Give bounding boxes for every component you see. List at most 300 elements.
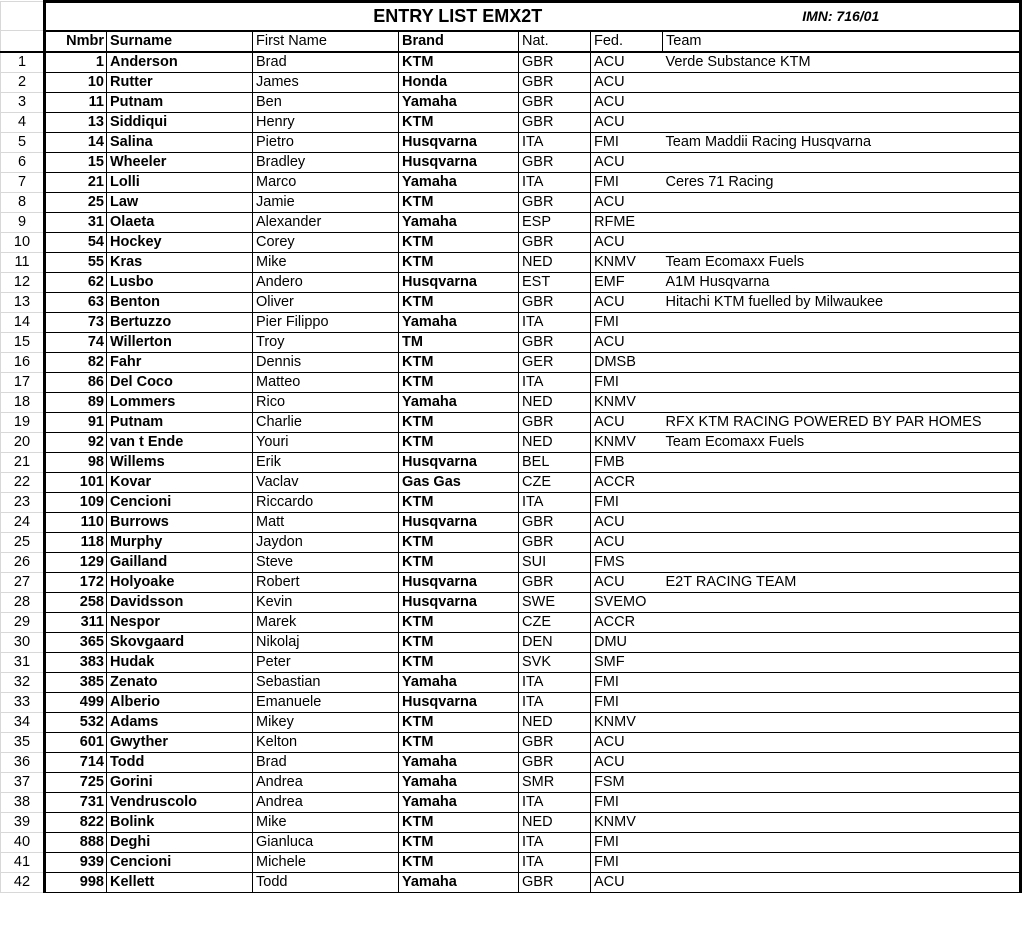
rider-team [663, 92, 1021, 112]
rider-nationality: GBR [519, 412, 591, 432]
rider-surname: Gorini [107, 772, 253, 792]
rider-first-name: Rico [253, 392, 399, 412]
row-index: 8 [1, 192, 45, 212]
rider-nationality: ITA [519, 792, 591, 812]
rider-number: 74 [45, 332, 107, 352]
rider-federation: KNMV [591, 432, 663, 452]
rider-first-name: Dennis [253, 352, 399, 372]
rider-brand: KTM [399, 852, 519, 872]
row-index-blank [1, 31, 45, 52]
rider-brand: Husqvarna [399, 132, 519, 152]
rider-surname: Willems [107, 452, 253, 472]
rider-first-name: Gianluca [253, 832, 399, 852]
row-index: 24 [1, 512, 45, 532]
rider-nationality: ESP [519, 212, 591, 232]
rider-nationality: GBR [519, 872, 591, 892]
rider-first-name: Oliver [253, 292, 399, 312]
rider-nationality: GBR [519, 512, 591, 532]
row-index: 9 [1, 212, 45, 232]
rider-brand: KTM [399, 532, 519, 552]
table-row [1, 452, 1021, 472]
rider-surname: Todd [107, 752, 253, 772]
rider-surname: Zenato [107, 672, 253, 692]
rider-federation: ACU [591, 92, 663, 112]
rider-team: RFX KTM RACING POWERED BY PAR HOMES [663, 412, 1021, 432]
rider-nationality: NED [519, 712, 591, 732]
row-index: 42 [1, 872, 45, 892]
rider-brand: Husqvarna [399, 452, 519, 472]
rider-federation: ACU [591, 232, 663, 252]
rider-brand: Yamaha [399, 792, 519, 812]
rider-team: A1M Husqvarna [663, 272, 1021, 292]
table-row [1, 532, 1021, 552]
rider-federation: FMI [591, 372, 663, 392]
rider-number: 63 [45, 292, 107, 312]
table-row [1, 492, 1021, 512]
rider-number: 888 [45, 832, 107, 852]
rider-federation: ACU [591, 872, 663, 892]
rider-number: 311 [45, 612, 107, 632]
table-row [1, 132, 1021, 152]
rider-brand: KTM [399, 632, 519, 652]
rider-team [663, 772, 1021, 792]
rider-number: 998 [45, 872, 107, 892]
rider-federation: SVEMO [591, 592, 663, 612]
rider-nationality: NED [519, 392, 591, 412]
rider-first-name: Robert [253, 572, 399, 592]
rider-brand: KTM [399, 492, 519, 512]
row-index: 40 [1, 832, 45, 852]
rider-federation: FSM [591, 772, 663, 792]
rider-brand: Yamaha [399, 672, 519, 692]
table-row [1, 172, 1021, 192]
rider-first-name: Andrea [253, 792, 399, 812]
column-header-brand: Brand [399, 31, 519, 52]
rider-first-name: Corey [253, 232, 399, 252]
row-index: 31 [1, 652, 45, 672]
rider-first-name: Alexander [253, 212, 399, 232]
rider-brand: Yamaha [399, 172, 519, 192]
rider-brand: Yamaha [399, 92, 519, 112]
rider-brand: KTM [399, 52, 519, 73]
rider-first-name: Marco [253, 172, 399, 192]
rider-nationality: ITA [519, 832, 591, 852]
rider-surname: Anderson [107, 52, 253, 73]
rider-nationality: BEL [519, 452, 591, 472]
rider-surname: Rutter [107, 72, 253, 92]
rider-first-name: Brad [253, 752, 399, 772]
rider-federation: EMF [591, 272, 663, 292]
rider-federation: ACU [591, 412, 663, 432]
rider-team [663, 332, 1021, 352]
rider-brand: KTM [399, 192, 519, 212]
rider-nationality: NED [519, 432, 591, 452]
rider-team [663, 372, 1021, 392]
rider-surname: Nespor [107, 612, 253, 632]
rider-team [663, 652, 1021, 672]
row-index: 11 [1, 252, 45, 272]
row-index: 6 [1, 152, 45, 172]
row-index: 29 [1, 612, 45, 632]
rider-federation: FMI [591, 672, 663, 692]
rider-surname: Bertuzzo [107, 312, 253, 332]
rider-surname: Hudak [107, 652, 253, 672]
row-index: 27 [1, 572, 45, 592]
rider-brand: Yamaha [399, 872, 519, 892]
rider-brand: Husqvarna [399, 692, 519, 712]
rider-surname: Wheeler [107, 152, 253, 172]
rider-surname: Kellett [107, 872, 253, 892]
row-index: 10 [1, 232, 45, 252]
rider-team [663, 192, 1021, 212]
rider-surname: Hockey [107, 232, 253, 252]
rider-nationality: GBR [519, 572, 591, 592]
table-row [1, 732, 1021, 752]
rider-nationality: ITA [519, 172, 591, 192]
table-row [1, 572, 1021, 592]
rider-surname: Putnam [107, 412, 253, 432]
row-index: 25 [1, 532, 45, 552]
rider-first-name: Troy [253, 332, 399, 352]
rider-nationality: NED [519, 812, 591, 832]
rider-nationality: GBR [519, 72, 591, 92]
rider-first-name: Brad [253, 52, 399, 73]
rider-federation: FMI [591, 172, 663, 192]
rider-nationality: CZE [519, 612, 591, 632]
row-index: 16 [1, 352, 45, 372]
rider-number: 89 [45, 392, 107, 412]
table-row [1, 312, 1021, 332]
rider-federation: ACU [591, 572, 663, 592]
rider-federation: FMS [591, 552, 663, 572]
rider-number: 55 [45, 252, 107, 272]
rider-surname: Davidsson [107, 592, 253, 612]
row-index: 36 [1, 752, 45, 772]
rider-surname: Lommers [107, 392, 253, 412]
rider-first-name: Andero [253, 272, 399, 292]
rider-brand: KTM [399, 352, 519, 372]
row-index: 15 [1, 332, 45, 352]
rider-nationality: SMR [519, 772, 591, 792]
rider-number: 939 [45, 852, 107, 872]
row-index: 32 [1, 672, 45, 692]
rider-brand: KTM [399, 232, 519, 252]
rider-team: E2T RACING TEAM [663, 572, 1021, 592]
rider-first-name: Youri [253, 432, 399, 452]
rider-surname: Willerton [107, 332, 253, 352]
rider-brand: Gas Gas [399, 472, 519, 492]
rider-team [663, 632, 1021, 652]
table-row [1, 332, 1021, 352]
rider-team: Team Ecomaxx Fuels [663, 432, 1021, 452]
rider-federation: ACCR [591, 612, 663, 632]
rider-brand: Honda [399, 72, 519, 92]
rider-surname: Burrows [107, 512, 253, 532]
rider-federation: ACU [591, 112, 663, 132]
rider-team [663, 72, 1021, 92]
table-row [1, 792, 1021, 812]
rider-surname: Del Coco [107, 372, 253, 392]
table-row [1, 152, 1021, 172]
rider-brand: KTM [399, 832, 519, 852]
rider-team [663, 872, 1021, 892]
rider-team [663, 832, 1021, 852]
rider-nationality: GBR [519, 732, 591, 752]
rider-number: 91 [45, 412, 107, 432]
rider-brand: KTM [399, 812, 519, 832]
rider-surname: Olaeta [107, 212, 253, 232]
rider-federation: KNMV [591, 712, 663, 732]
rider-first-name: Mikey [253, 712, 399, 732]
rider-number: 10 [45, 72, 107, 92]
rider-number: 385 [45, 672, 107, 692]
rider-team [663, 852, 1021, 872]
column-header-team: Team [663, 31, 1021, 52]
rider-number: 258 [45, 592, 107, 612]
rider-federation: KNMV [591, 392, 663, 412]
table-row [1, 672, 1021, 692]
rider-federation: KNMV [591, 812, 663, 832]
row-index: 14 [1, 312, 45, 332]
rider-number: 601 [45, 732, 107, 752]
rider-surname: Benton [107, 292, 253, 312]
rider-first-name: Vaclav [253, 472, 399, 492]
rider-surname: Law [107, 192, 253, 212]
rider-federation: ACU [591, 532, 663, 552]
rider-team [663, 232, 1021, 252]
table-row [1, 592, 1021, 612]
rider-surname: Alberio [107, 692, 253, 712]
row-index: 3 [1, 92, 45, 112]
rider-surname: Kras [107, 252, 253, 272]
table-row [1, 712, 1021, 732]
row-index: 7 [1, 172, 45, 192]
rider-team [663, 532, 1021, 552]
rider-first-name: Jaydon [253, 532, 399, 552]
row-index: 41 [1, 852, 45, 872]
row-index: 5 [1, 132, 45, 152]
rider-team: Team Maddii Racing Husqvarna [663, 132, 1021, 152]
table-row [1, 552, 1021, 572]
rider-number: 499 [45, 692, 107, 712]
row-index: 22 [1, 472, 45, 492]
rider-surname: Siddiqui [107, 112, 253, 132]
rider-number: 31 [45, 212, 107, 232]
rider-surname: Murphy [107, 532, 253, 552]
rider-nationality: GBR [519, 532, 591, 552]
rider-first-name: Nikolaj [253, 632, 399, 652]
row-index: 34 [1, 712, 45, 732]
rider-surname: Lolli [107, 172, 253, 192]
rider-first-name: Todd [253, 872, 399, 892]
rider-brand: KTM [399, 652, 519, 672]
rider-number: 54 [45, 232, 107, 252]
rider-federation: FMI [591, 852, 663, 872]
rider-team [663, 612, 1021, 632]
rider-federation: FMB [591, 452, 663, 472]
rider-team [663, 312, 1021, 332]
rider-number: 129 [45, 552, 107, 572]
rider-team: Team Ecomaxx Fuels [663, 252, 1021, 272]
rider-first-name: Kevin [253, 592, 399, 612]
rider-nationality: ITA [519, 672, 591, 692]
rider-nationality: ITA [519, 492, 591, 512]
rider-federation: SMF [591, 652, 663, 672]
rider-first-name: James [253, 72, 399, 92]
row-index: 23 [1, 492, 45, 512]
table-row [1, 692, 1021, 712]
rider-surname: Lusbo [107, 272, 253, 292]
rider-team [663, 512, 1021, 532]
table-row [1, 352, 1021, 372]
rider-first-name: Erik [253, 452, 399, 472]
table-row [1, 392, 1021, 412]
rider-federation: FMI [591, 792, 663, 812]
rider-number: 15 [45, 152, 107, 172]
rider-federation: DMU [591, 632, 663, 652]
rider-surname: Bolink [107, 812, 253, 832]
rider-nationality: GBR [519, 52, 591, 73]
rider-brand: KTM [399, 432, 519, 452]
table-row [1, 272, 1021, 292]
rider-brand: KTM [399, 412, 519, 432]
rider-team: Ceres 71 Racing [663, 172, 1021, 192]
rider-nationality: ITA [519, 372, 591, 392]
rider-brand: Husqvarna [399, 272, 519, 292]
row-index: 37 [1, 772, 45, 792]
rider-nationality: GBR [519, 152, 591, 172]
row-index: 17 [1, 372, 45, 392]
rider-first-name: Mike [253, 812, 399, 832]
rider-nationality: DEN [519, 632, 591, 652]
row-index: 4 [1, 112, 45, 132]
table-row [1, 772, 1021, 792]
rider-first-name: Andrea [253, 772, 399, 792]
rider-number: 725 [45, 772, 107, 792]
rider-surname: Gwyther [107, 732, 253, 752]
table-row [1, 212, 1021, 232]
table-row [1, 232, 1021, 252]
table-row [1, 52, 1021, 73]
header-row [1, 31, 1021, 52]
table-row [1, 192, 1021, 212]
rider-team [663, 712, 1021, 732]
rider-number: 101 [45, 472, 107, 492]
rider-federation: FMI [591, 132, 663, 152]
rider-team [663, 112, 1021, 132]
rider-number: 172 [45, 572, 107, 592]
rider-federation: RFME [591, 212, 663, 232]
rider-team [663, 752, 1021, 772]
table-row [1, 432, 1021, 452]
rider-team [663, 792, 1021, 812]
rider-surname: Skovgaard [107, 632, 253, 652]
column-header-nmbr: Nmbr [45, 31, 107, 52]
rider-federation: FMI [591, 832, 663, 852]
rider-nationality: EST [519, 272, 591, 292]
table-row [1, 472, 1021, 492]
rider-first-name: Peter [253, 652, 399, 672]
rider-nationality: GER [519, 352, 591, 372]
rider-brand: TM [399, 332, 519, 352]
title-row [1, 2, 1021, 31]
rider-number: 82 [45, 352, 107, 372]
table-row [1, 612, 1021, 632]
row-index: 20 [1, 432, 45, 452]
rider-team [663, 472, 1021, 492]
rider-number: 21 [45, 172, 107, 192]
rider-nationality: GBR [519, 292, 591, 312]
rider-federation: ACU [591, 72, 663, 92]
rider-number: 714 [45, 752, 107, 772]
table-row [1, 412, 1021, 432]
table-row [1, 872, 1021, 892]
rider-first-name: Sebastian [253, 672, 399, 692]
row-index: 18 [1, 392, 45, 412]
rider-first-name: Marek [253, 612, 399, 632]
rider-brand: Husqvarna [399, 512, 519, 532]
rider-team [663, 452, 1021, 472]
rider-surname: Fahr [107, 352, 253, 372]
rider-surname: Gailland [107, 552, 253, 572]
row-index: 33 [1, 692, 45, 712]
rider-number: 14 [45, 132, 107, 152]
row-index: 28 [1, 592, 45, 612]
rider-federation: FMI [591, 312, 663, 332]
rider-number: 109 [45, 492, 107, 512]
rider-number: 11 [45, 92, 107, 112]
rider-team [663, 212, 1021, 232]
rider-brand: Yamaha [399, 772, 519, 792]
rider-brand: KTM [399, 372, 519, 392]
rider-nationality: SVK [519, 652, 591, 672]
rider-brand: Husqvarna [399, 572, 519, 592]
rider-first-name: Ben [253, 92, 399, 112]
rider-first-name: Pier Filippo [253, 312, 399, 332]
table-row [1, 752, 1021, 772]
rider-team [663, 152, 1021, 172]
rider-first-name: Mike [253, 252, 399, 272]
rider-first-name: Bradley [253, 152, 399, 172]
rider-federation: ACU [591, 292, 663, 312]
rider-nationality: GBR [519, 112, 591, 132]
rider-surname: Cencioni [107, 852, 253, 872]
rider-nationality: SUI [519, 552, 591, 572]
table-row [1, 72, 1021, 92]
table-row [1, 112, 1021, 132]
rider-brand: Husqvarna [399, 152, 519, 172]
row-index: 39 [1, 812, 45, 832]
rider-team [663, 392, 1021, 412]
rider-federation: ACU [591, 752, 663, 772]
rider-first-name: Riccardo [253, 492, 399, 512]
rider-federation: ACU [591, 192, 663, 212]
column-header-first-name: First Name [253, 31, 399, 52]
table-row [1, 92, 1021, 112]
rider-number: 73 [45, 312, 107, 332]
rider-number: 1 [45, 52, 107, 73]
rider-first-name: Steve [253, 552, 399, 572]
rider-brand: Yamaha [399, 752, 519, 772]
rider-team [663, 812, 1021, 832]
rider-number: 13 [45, 112, 107, 132]
row-index: 1 [1, 52, 45, 73]
rider-surname: Kovar [107, 472, 253, 492]
rider-brand: Yamaha [399, 392, 519, 412]
rider-first-name: Jamie [253, 192, 399, 212]
rider-brand: KTM [399, 252, 519, 272]
imn-code: IMN: 716/01 [663, 2, 1021, 31]
